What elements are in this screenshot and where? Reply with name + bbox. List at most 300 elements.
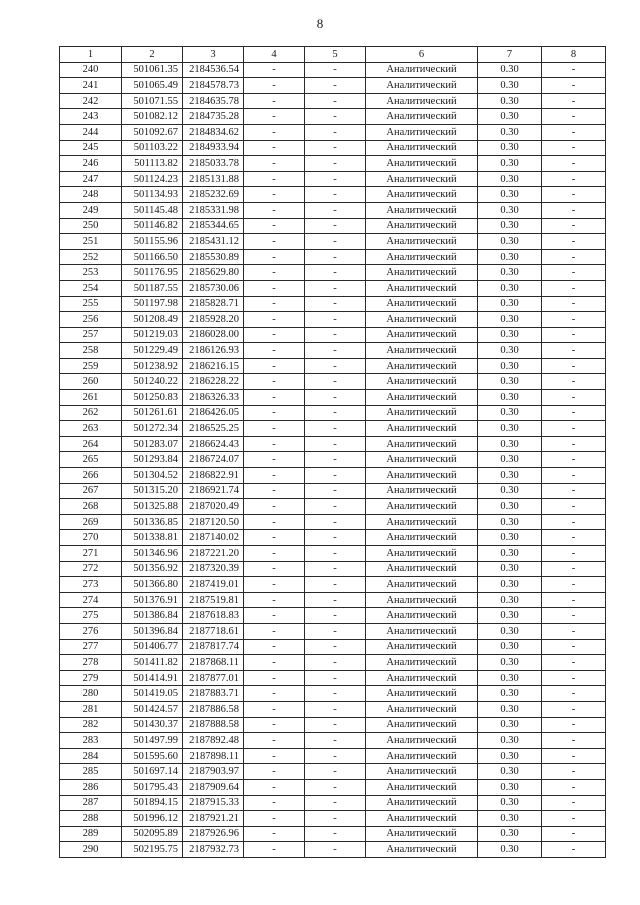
cell-method: Аналитический — [366, 452, 478, 468]
table-row — [60, 296, 606, 312]
cell-x-coordinate: 501336.85 — [122, 514, 183, 530]
column-header-7: 7 — [478, 47, 542, 63]
cell-y-coordinate: 2184735.28 — [183, 109, 244, 125]
cell-col-4: - — [244, 608, 305, 624]
cell-accuracy: 0.30 — [478, 608, 542, 624]
cell-col-8: - — [542, 717, 606, 733]
cell-method: Аналитический — [366, 826, 478, 842]
cell-point-number: 281 — [60, 701, 122, 717]
cell-accuracy: 0.30 — [478, 218, 542, 234]
cell-col-5: - — [305, 592, 366, 608]
cell-col-4: - — [244, 312, 305, 328]
cell-y-coordinate: 2187892.48 — [183, 733, 244, 749]
cell-accuracy: 0.30 — [478, 436, 542, 452]
cell-point-number: 260 — [60, 374, 122, 390]
cell-col-8: - — [542, 343, 606, 359]
page-number: 8 — [316, 16, 324, 31]
cell-accuracy: 0.30 — [478, 686, 542, 702]
cell-point-number: 263 — [60, 421, 122, 437]
cell-x-coordinate: 501396.84 — [122, 623, 183, 639]
table-row — [60, 842, 606, 858]
cell-col-8: - — [542, 639, 606, 655]
table-row — [60, 733, 606, 749]
cell-col-8: - — [542, 592, 606, 608]
cell-point-number: 259 — [60, 358, 122, 374]
cell-col-5: - — [305, 483, 366, 499]
cell-col-8: - — [542, 623, 606, 639]
cell-method: Аналитический — [366, 421, 478, 437]
column-header-8: 8 — [542, 47, 606, 63]
cell-col-4: - — [244, 343, 305, 359]
cell-accuracy: 0.30 — [478, 655, 542, 671]
cell-point-number: 248 — [60, 187, 122, 203]
table-row — [60, 140, 606, 156]
cell-point-number: 258 — [60, 343, 122, 359]
cell-accuracy: 0.30 — [478, 623, 542, 639]
cell-y-coordinate: 2186228.22 — [183, 374, 244, 390]
cell-point-number: 247 — [60, 171, 122, 187]
cell-method: Аналитический — [366, 405, 478, 421]
cell-y-coordinate: 2185331.98 — [183, 202, 244, 218]
cell-method: Аналитический — [366, 468, 478, 484]
cell-point-number: 264 — [60, 436, 122, 452]
cell-y-coordinate: 2184635.78 — [183, 93, 244, 109]
cell-accuracy: 0.30 — [478, 764, 542, 780]
cell-accuracy: 0.30 — [478, 733, 542, 749]
cell-col-8: - — [542, 421, 606, 437]
cell-accuracy: 0.30 — [478, 156, 542, 172]
cell-point-number: 283 — [60, 733, 122, 749]
table-row — [60, 764, 606, 780]
cell-y-coordinate: 2186822.91 — [183, 468, 244, 484]
cell-x-coordinate: 501103.22 — [122, 140, 183, 156]
cell-point-number: 257 — [60, 327, 122, 343]
cell-accuracy: 0.30 — [478, 842, 542, 858]
cell-y-coordinate: 2186426.05 — [183, 405, 244, 421]
table-row — [60, 343, 606, 359]
cell-col-8: - — [542, 748, 606, 764]
cell-accuracy: 0.30 — [478, 343, 542, 359]
cell-x-coordinate: 501272.34 — [122, 421, 183, 437]
cell-point-number: 286 — [60, 779, 122, 795]
cell-y-coordinate: 2184933.94 — [183, 140, 244, 156]
cell-x-coordinate: 501238.92 — [122, 358, 183, 374]
cell-method: Аналитический — [366, 109, 478, 125]
cell-point-number: 275 — [60, 608, 122, 624]
cell-col-4: - — [244, 187, 305, 203]
table-row — [60, 686, 606, 702]
cell-col-5: - — [305, 561, 366, 577]
cell-accuracy: 0.30 — [478, 62, 542, 78]
cell-accuracy: 0.30 — [478, 717, 542, 733]
cell-y-coordinate: 2187883.71 — [183, 686, 244, 702]
cell-col-8: - — [542, 577, 606, 593]
cell-y-coordinate: 2187877.01 — [183, 670, 244, 686]
cell-accuracy: 0.30 — [478, 592, 542, 608]
cell-col-5: - — [305, 811, 366, 827]
cell-point-number: 290 — [60, 842, 122, 858]
cell-accuracy: 0.30 — [478, 779, 542, 795]
cell-col-8: - — [542, 202, 606, 218]
cell-col-5: - — [305, 296, 366, 312]
cell-y-coordinate: 2185431.12 — [183, 234, 244, 250]
column-header-5: 5 — [305, 47, 366, 63]
cell-col-4: - — [244, 499, 305, 515]
table-row — [60, 452, 606, 468]
cell-col-5: - — [305, 779, 366, 795]
cell-point-number: 284 — [60, 748, 122, 764]
cell-col-4: - — [244, 202, 305, 218]
cell-y-coordinate: 2185033.78 — [183, 156, 244, 172]
cell-x-coordinate: 501430.37 — [122, 717, 183, 733]
cell-col-5: - — [305, 748, 366, 764]
cell-col-5: - — [305, 140, 366, 156]
cell-col-4: - — [244, 218, 305, 234]
cell-method: Аналитический — [366, 296, 478, 312]
cell-col-4: - — [244, 249, 305, 265]
table-row — [60, 218, 606, 234]
cell-accuracy: 0.30 — [478, 546, 542, 562]
cell-x-coordinate: 501134.93 — [122, 187, 183, 203]
cell-col-5: - — [305, 452, 366, 468]
cell-col-4: - — [244, 748, 305, 764]
cell-x-coordinate: 501082.12 — [122, 109, 183, 125]
cell-col-5: - — [305, 218, 366, 234]
cell-col-5: - — [305, 374, 366, 390]
table-row — [60, 390, 606, 406]
cell-accuracy: 0.30 — [478, 374, 542, 390]
table-row — [60, 577, 606, 593]
cell-x-coordinate: 502095.89 — [122, 826, 183, 842]
cell-accuracy: 0.30 — [478, 826, 542, 842]
cell-col-4: - — [244, 764, 305, 780]
cell-method: Аналитический — [366, 623, 478, 639]
cell-col-5: - — [305, 280, 366, 296]
cell-method: Аналитический — [366, 327, 478, 343]
cell-point-number: 280 — [60, 686, 122, 702]
cell-accuracy: 0.30 — [478, 109, 542, 125]
cell-y-coordinate: 2185530.89 — [183, 249, 244, 265]
cell-y-coordinate: 2187921.21 — [183, 811, 244, 827]
cell-col-5: - — [305, 156, 366, 172]
cell-method: Аналитический — [366, 93, 478, 109]
cell-col-8: - — [542, 62, 606, 78]
cell-col-8: - — [542, 686, 606, 702]
cell-point-number: 289 — [60, 826, 122, 842]
table-row — [60, 156, 606, 172]
cell-x-coordinate: 501061.35 — [122, 62, 183, 78]
cell-accuracy: 0.30 — [478, 187, 542, 203]
cell-point-number: 268 — [60, 499, 122, 515]
cell-accuracy: 0.30 — [478, 639, 542, 655]
column-header-2: 2 — [122, 47, 183, 63]
cell-x-coordinate: 501146.82 — [122, 218, 183, 234]
cell-col-8: - — [542, 842, 606, 858]
cell-col-8: - — [542, 280, 606, 296]
cell-point-number: 249 — [60, 202, 122, 218]
cell-col-5: - — [305, 265, 366, 281]
cell-col-5: - — [305, 826, 366, 842]
column-header-6: 6 — [366, 47, 478, 63]
cell-col-8: - — [542, 530, 606, 546]
cell-accuracy: 0.30 — [478, 202, 542, 218]
cell-point-number: 246 — [60, 156, 122, 172]
table-row — [60, 202, 606, 218]
cell-col-5: - — [305, 249, 366, 265]
cell-x-coordinate: 501113.82 — [122, 156, 183, 172]
cell-col-4: - — [244, 842, 305, 858]
cell-col-4: - — [244, 171, 305, 187]
cell-method: Аналитический — [366, 546, 478, 562]
cell-accuracy: 0.30 — [478, 124, 542, 140]
cell-col-5: - — [305, 701, 366, 717]
cell-point-number: 270 — [60, 530, 122, 546]
cell-col-4: - — [244, 358, 305, 374]
cell-x-coordinate: 501424.57 — [122, 701, 183, 717]
cell-col-5: - — [305, 405, 366, 421]
cell-x-coordinate: 501419.05 — [122, 686, 183, 702]
cell-col-8: - — [542, 452, 606, 468]
cell-x-coordinate: 501283.07 — [122, 436, 183, 452]
cell-point-number: 272 — [60, 561, 122, 577]
cell-col-4: - — [244, 109, 305, 125]
cell-col-4: - — [244, 405, 305, 421]
cell-accuracy: 0.30 — [478, 296, 542, 312]
cell-method: Аналитический — [366, 577, 478, 593]
cell-x-coordinate: 501229.49 — [122, 343, 183, 359]
cell-y-coordinate: 2186216.15 — [183, 358, 244, 374]
cell-method: Аналитический — [366, 156, 478, 172]
cell-col-4: - — [244, 93, 305, 109]
cell-col-8: - — [542, 312, 606, 328]
cell-y-coordinate: 2185928.20 — [183, 312, 244, 328]
cell-col-4: - — [244, 124, 305, 140]
cell-y-coordinate: 2187618.83 — [183, 608, 244, 624]
cell-method: Аналитический — [366, 234, 478, 250]
cell-x-coordinate: 501376.91 — [122, 592, 183, 608]
cell-point-number: 245 — [60, 140, 122, 156]
cell-col-8: - — [542, 811, 606, 827]
cell-col-8: - — [542, 109, 606, 125]
cell-accuracy: 0.30 — [478, 249, 542, 265]
cell-col-5: - — [305, 514, 366, 530]
cell-accuracy: 0.30 — [478, 577, 542, 593]
cell-method: Аналитический — [366, 312, 478, 328]
cell-method: Аналитический — [366, 592, 478, 608]
cell-col-8: - — [542, 764, 606, 780]
cell-x-coordinate: 501996.12 — [122, 811, 183, 827]
cell-col-8: - — [542, 218, 606, 234]
cell-col-4: - — [244, 327, 305, 343]
cell-col-4: - — [244, 468, 305, 484]
table-row — [60, 405, 606, 421]
cell-method: Аналитический — [366, 390, 478, 406]
cell-point-number: 267 — [60, 483, 122, 499]
cell-method: Аналитический — [366, 280, 478, 296]
cell-x-coordinate: 501795.43 — [122, 779, 183, 795]
cell-y-coordinate: 2185344.65 — [183, 218, 244, 234]
cell-accuracy: 0.30 — [478, 327, 542, 343]
cell-col-4: - — [244, 265, 305, 281]
cell-point-number: 282 — [60, 717, 122, 733]
cell-x-coordinate: 501338.81 — [122, 530, 183, 546]
cell-accuracy: 0.30 — [478, 93, 542, 109]
cell-x-coordinate: 501176.95 — [122, 265, 183, 281]
cell-col-8: - — [542, 78, 606, 94]
cell-y-coordinate: 2186028.00 — [183, 327, 244, 343]
cell-col-5: - — [305, 608, 366, 624]
table-row — [60, 779, 606, 795]
cell-accuracy: 0.30 — [478, 171, 542, 187]
table-row — [60, 78, 606, 94]
cell-accuracy: 0.30 — [478, 234, 542, 250]
cell-col-5: - — [305, 234, 366, 250]
table-row — [60, 109, 606, 125]
cell-y-coordinate: 2187915.33 — [183, 795, 244, 811]
cell-col-8: - — [542, 296, 606, 312]
cell-method: Аналитический — [366, 358, 478, 374]
cell-x-coordinate: 501155.96 — [122, 234, 183, 250]
cell-point-number: 255 — [60, 296, 122, 312]
table-row — [60, 124, 606, 140]
cell-col-8: - — [542, 733, 606, 749]
table-row — [60, 670, 606, 686]
table-row — [60, 499, 606, 515]
cell-col-4: - — [244, 826, 305, 842]
cell-method: Аналитический — [366, 561, 478, 577]
cell-col-8: - — [542, 358, 606, 374]
cell-col-5: - — [305, 109, 366, 125]
cell-accuracy: 0.30 — [478, 561, 542, 577]
cell-x-coordinate: 502195.75 — [122, 842, 183, 858]
cell-x-coordinate: 501197.98 — [122, 296, 183, 312]
cell-method: Аналитический — [366, 78, 478, 94]
cell-col-5: - — [305, 842, 366, 858]
table-row — [60, 826, 606, 842]
column-header-3: 3 — [183, 47, 244, 63]
cell-col-4: - — [244, 577, 305, 593]
cell-x-coordinate: 501414.91 — [122, 670, 183, 686]
table-row — [60, 421, 606, 437]
cell-col-8: - — [542, 701, 606, 717]
cell-col-8: - — [542, 608, 606, 624]
cell-col-8: - — [542, 234, 606, 250]
cell-col-5: - — [305, 421, 366, 437]
cell-col-8: - — [542, 514, 606, 530]
cell-x-coordinate: 501065.49 — [122, 78, 183, 94]
cell-point-number: 256 — [60, 312, 122, 328]
cell-method: Аналитический — [366, 499, 478, 515]
cell-method: Аналитический — [366, 608, 478, 624]
cell-col-4: - — [244, 530, 305, 546]
cell-point-number: 242 — [60, 93, 122, 109]
cell-y-coordinate: 2186525.25 — [183, 421, 244, 437]
cell-method: Аналитический — [366, 701, 478, 717]
cell-x-coordinate: 501315.20 — [122, 483, 183, 499]
cell-x-coordinate: 501411.82 — [122, 655, 183, 671]
cell-accuracy: 0.30 — [478, 748, 542, 764]
cell-col-8: - — [542, 483, 606, 499]
cell-col-8: - — [542, 405, 606, 421]
cell-col-5: - — [305, 187, 366, 203]
cell-col-8: - — [542, 561, 606, 577]
cell-col-8: - — [542, 140, 606, 156]
cell-accuracy: 0.30 — [478, 78, 542, 94]
cell-col-4: - — [244, 655, 305, 671]
cell-col-8: - — [542, 124, 606, 140]
cell-col-5: - — [305, 78, 366, 94]
cell-y-coordinate: 2186624.43 — [183, 436, 244, 452]
cell-col-4: - — [244, 686, 305, 702]
cell-col-4: - — [244, 140, 305, 156]
cell-method: Аналитический — [366, 171, 478, 187]
cell-y-coordinate: 2185232.69 — [183, 187, 244, 203]
cell-y-coordinate: 2186326.33 — [183, 390, 244, 406]
cell-x-coordinate: 501406.77 — [122, 639, 183, 655]
cell-x-coordinate: 501208.49 — [122, 312, 183, 328]
cell-col-5: - — [305, 436, 366, 452]
coordinates-table — [59, 46, 606, 858]
cell-y-coordinate: 2187718.61 — [183, 623, 244, 639]
table-row — [60, 312, 606, 328]
cell-col-4: - — [244, 546, 305, 562]
cell-x-coordinate: 501697.14 — [122, 764, 183, 780]
cell-col-5: - — [305, 546, 366, 562]
cell-col-8: - — [542, 499, 606, 515]
table-header — [60, 47, 606, 63]
cell-col-4: - — [244, 374, 305, 390]
cell-accuracy: 0.30 — [478, 405, 542, 421]
cell-col-5: - — [305, 530, 366, 546]
cell-method: Аналитический — [366, 436, 478, 452]
table-row — [60, 592, 606, 608]
table-row — [60, 483, 606, 499]
cell-method: Аналитический — [366, 842, 478, 858]
cell-accuracy: 0.30 — [478, 514, 542, 530]
cell-point-number: 250 — [60, 218, 122, 234]
cell-y-coordinate: 2187140.02 — [183, 530, 244, 546]
cell-col-5: - — [305, 686, 366, 702]
cell-accuracy: 0.30 — [478, 670, 542, 686]
cell-col-4: - — [244, 717, 305, 733]
cell-method: Аналитический — [366, 811, 478, 827]
cell-point-number: 278 — [60, 655, 122, 671]
table-row — [60, 62, 606, 78]
table-row — [60, 608, 606, 624]
cell-y-coordinate: 2185629.80 — [183, 265, 244, 281]
cell-col-5: - — [305, 499, 366, 515]
cell-point-number: 287 — [60, 795, 122, 811]
cell-accuracy: 0.30 — [478, 483, 542, 499]
cell-col-4: - — [244, 514, 305, 530]
cell-y-coordinate: 2185828.71 — [183, 296, 244, 312]
cell-point-number: 279 — [60, 670, 122, 686]
cell-col-8: - — [542, 249, 606, 265]
cell-x-coordinate: 501240.22 — [122, 374, 183, 390]
cell-x-coordinate: 501145.48 — [122, 202, 183, 218]
cell-point-number: 269 — [60, 514, 122, 530]
cell-col-5: - — [305, 717, 366, 733]
cell-y-coordinate: 2187932.73 — [183, 842, 244, 858]
cell-x-coordinate: 501261.61 — [122, 405, 183, 421]
cell-method: Аналитический — [366, 779, 478, 795]
cell-accuracy: 0.30 — [478, 452, 542, 468]
cell-col-5: - — [305, 577, 366, 593]
cell-col-5: - — [305, 670, 366, 686]
cell-col-4: - — [244, 436, 305, 452]
table-row — [60, 249, 606, 265]
cell-y-coordinate: 2187419.01 — [183, 577, 244, 593]
